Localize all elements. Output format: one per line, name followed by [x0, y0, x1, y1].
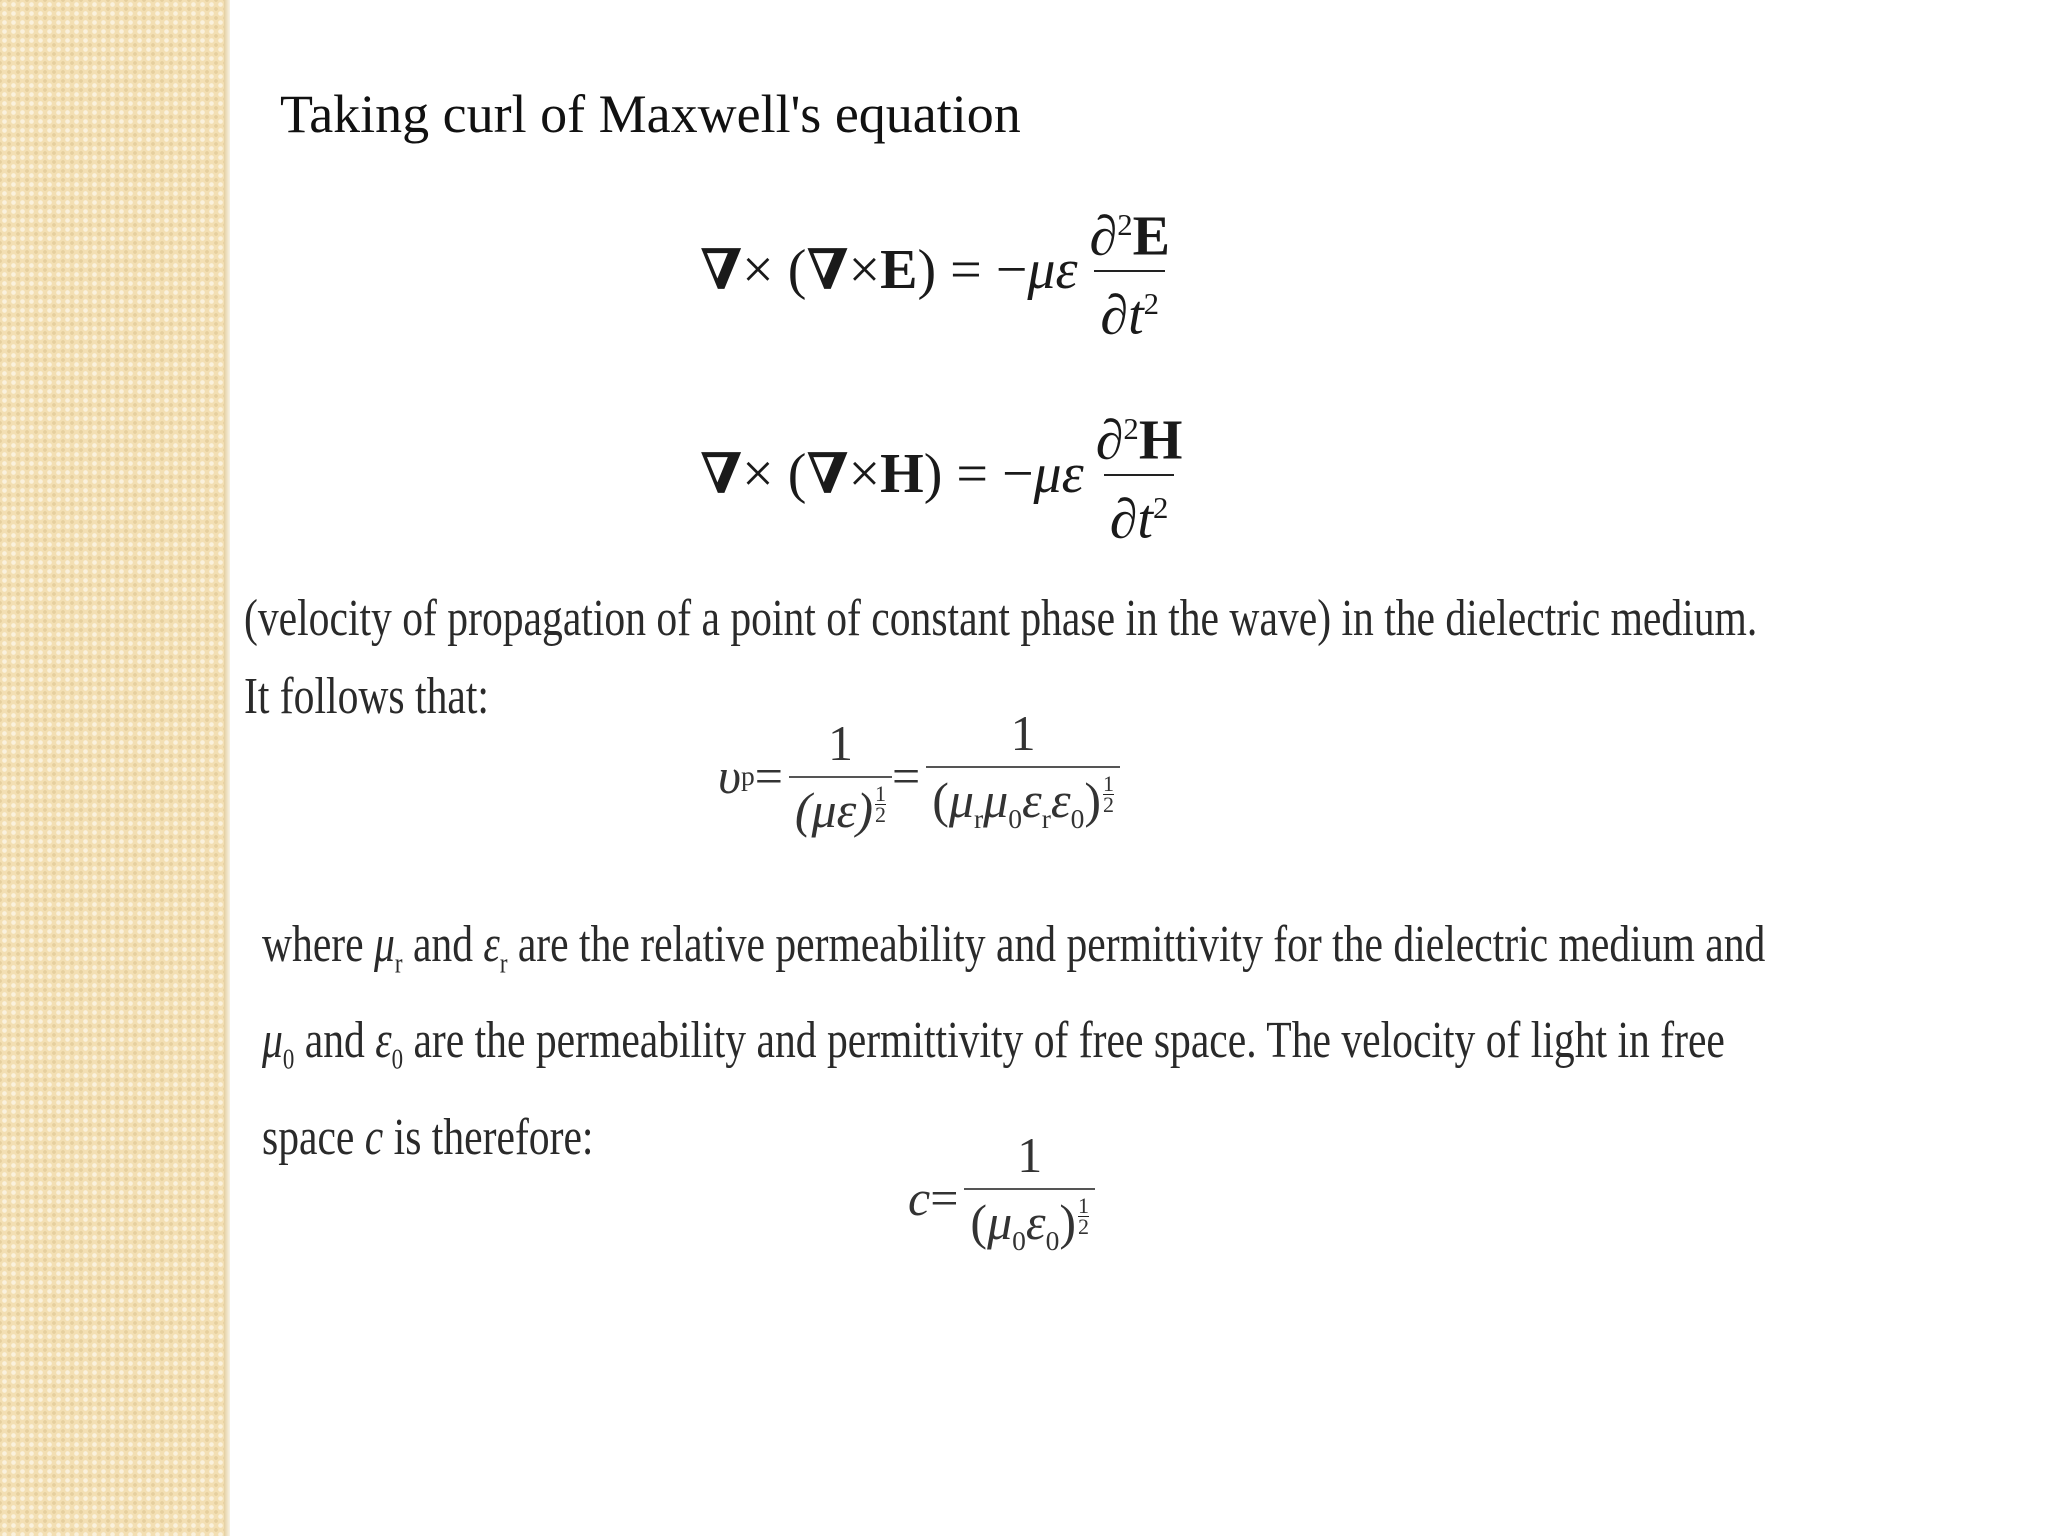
text-run: space	[262, 1108, 365, 1166]
nabla-symbol: ∇	[700, 239, 743, 302]
partial-symbol: ∂	[1109, 488, 1138, 551]
text-run: is therefore:	[383, 1108, 594, 1166]
epsilon-symbol: ε	[483, 916, 500, 973]
partial-symbol: ∂	[1100, 284, 1129, 347]
equals-minus: ) = −	[917, 238, 1028, 301]
times-open: × (	[742, 238, 807, 301]
exponent-numerator: 1	[1103, 771, 1114, 796]
nabla-symbol: ∇	[806, 443, 849, 506]
subscript: r	[394, 948, 403, 980]
equation-speed-of-light	[908, 1122, 1095, 1273]
text-run: and	[294, 1012, 376, 1070]
numerator: 1	[1010, 705, 1036, 761]
equation-curl-h	[700, 396, 1188, 551]
mu-symbol: μ	[987, 1194, 1013, 1250]
paragraph-line: (velocity of propagation of a point of constant phase in the wave) in the dielectric medium.	[244, 590, 1758, 647]
paragraph-line	[262, 1099, 2014, 1176]
times-symbol: ×	[848, 442, 881, 505]
exponent-denominator: 2	[1103, 792, 1114, 817]
subscript: 0	[1012, 1225, 1026, 1256]
subscript: p	[740, 759, 755, 791]
mu-epsilon-group: (με)	[794, 781, 874, 838]
exponent-denominator: 2	[875, 801, 887, 827]
paragraph-line	[262, 1002, 2014, 1098]
mu-epsilon: με	[1027, 238, 1078, 301]
decorative-side-band	[0, 0, 228, 1536]
phase-velocity-symbol: υ	[718, 747, 741, 804]
half-exponent	[1078, 1193, 1090, 1239]
speed-symbol: c	[908, 1169, 931, 1226]
equation-phase-velocity	[718, 700, 1120, 851]
equals-symbol: =	[892, 747, 921, 804]
subscript: r	[499, 948, 508, 980]
speed-symbol: c	[364, 1108, 384, 1166]
half-exponent	[875, 780, 887, 827]
partial-symbol: ∂	[1095, 409, 1124, 472]
text-run: are the relative permeability and permittivity for the dielectric medium and	[507, 916, 1766, 973]
time-variable: t	[1128, 284, 1144, 347]
exponent-numerator: 1	[1078, 1193, 1090, 1218]
field-h: H	[1138, 409, 1183, 472]
numerator: 1	[827, 714, 853, 771]
nabla-symbol: ∇	[806, 239, 849, 302]
equals-symbol: =	[754, 747, 783, 804]
mu-symbol: μ	[262, 1012, 283, 1070]
epsilon-symbol: ε	[1050, 772, 1071, 828]
field-h: H	[880, 442, 924, 505]
subscript: 0	[282, 1044, 295, 1076]
subscript: 0	[1045, 1225, 1060, 1256]
second-derivative-fraction	[1084, 192, 1176, 347]
mu-symbol: μ	[374, 916, 395, 973]
epsilon-symbol: ε	[1025, 1194, 1046, 1250]
partial-symbol: ∂	[1089, 205, 1118, 268]
mu-epsilon: με	[1033, 442, 1084, 505]
definitions-paragraph	[262, 906, 2014, 1176]
equals-symbol: =	[930, 1169, 959, 1226]
equals-minus: ) = −	[923, 442, 1034, 505]
mu-symbol: μ	[983, 772, 1009, 828]
subscript: r	[1041, 803, 1051, 834]
paragraph-line	[262, 906, 2014, 1002]
exponent: 2	[1143, 286, 1160, 321]
subscript: 0	[1070, 803, 1085, 834]
text-run: and	[402, 916, 484, 973]
numerator: 1	[1017, 1127, 1043, 1183]
equation-curl-e	[700, 192, 1176, 347]
fraction-relative-constants: 1 $(\mu_r\mu_0\varepsilon_r\varepsilon_0)$ $\frac{1}{2}$	[926, 700, 1120, 851]
subscript: 0	[1008, 803, 1023, 834]
fraction-free-space: 1 $(\mu_0\varepsilon_0)$ $\frac{1}{2}$	[964, 1122, 1095, 1273]
side-band-edge	[224, 0, 230, 1536]
second-derivative-fraction	[1090, 396, 1189, 551]
exponent-denominator: 2	[1078, 1214, 1090, 1239]
epsilon-symbol: ε	[375, 1012, 392, 1070]
time-variable: t	[1137, 488, 1153, 551]
subscript: r	[973, 803, 984, 834]
epsilon-symbol: ε	[1022, 772, 1042, 828]
exponent: 2	[1152, 490, 1169, 525]
field-e: E	[880, 238, 918, 301]
field-e: E	[1132, 205, 1170, 268]
paragraph-line: It follows that:	[244, 668, 489, 725]
half-exponent	[1103, 771, 1114, 817]
fraction-one-over-mu-eps	[789, 710, 892, 842]
mu-symbol: μ	[948, 772, 974, 828]
slide-title: Taking curl of Maxwell's equation	[280, 84, 1021, 144]
text-run: are the permeability and permittivity of free space. The velocity of light in free	[403, 1012, 1725, 1070]
nabla-symbol: ∇	[700, 443, 743, 506]
text-run: where	[262, 916, 375, 973]
exponent-numerator: 1	[875, 780, 887, 806]
exponent: 2	[1123, 412, 1139, 446]
subscript: 0	[391, 1044, 404, 1076]
times-symbol: ×	[848, 238, 881, 301]
exponent: 2	[1117, 208, 1133, 242]
times-open: × (	[742, 442, 807, 505]
